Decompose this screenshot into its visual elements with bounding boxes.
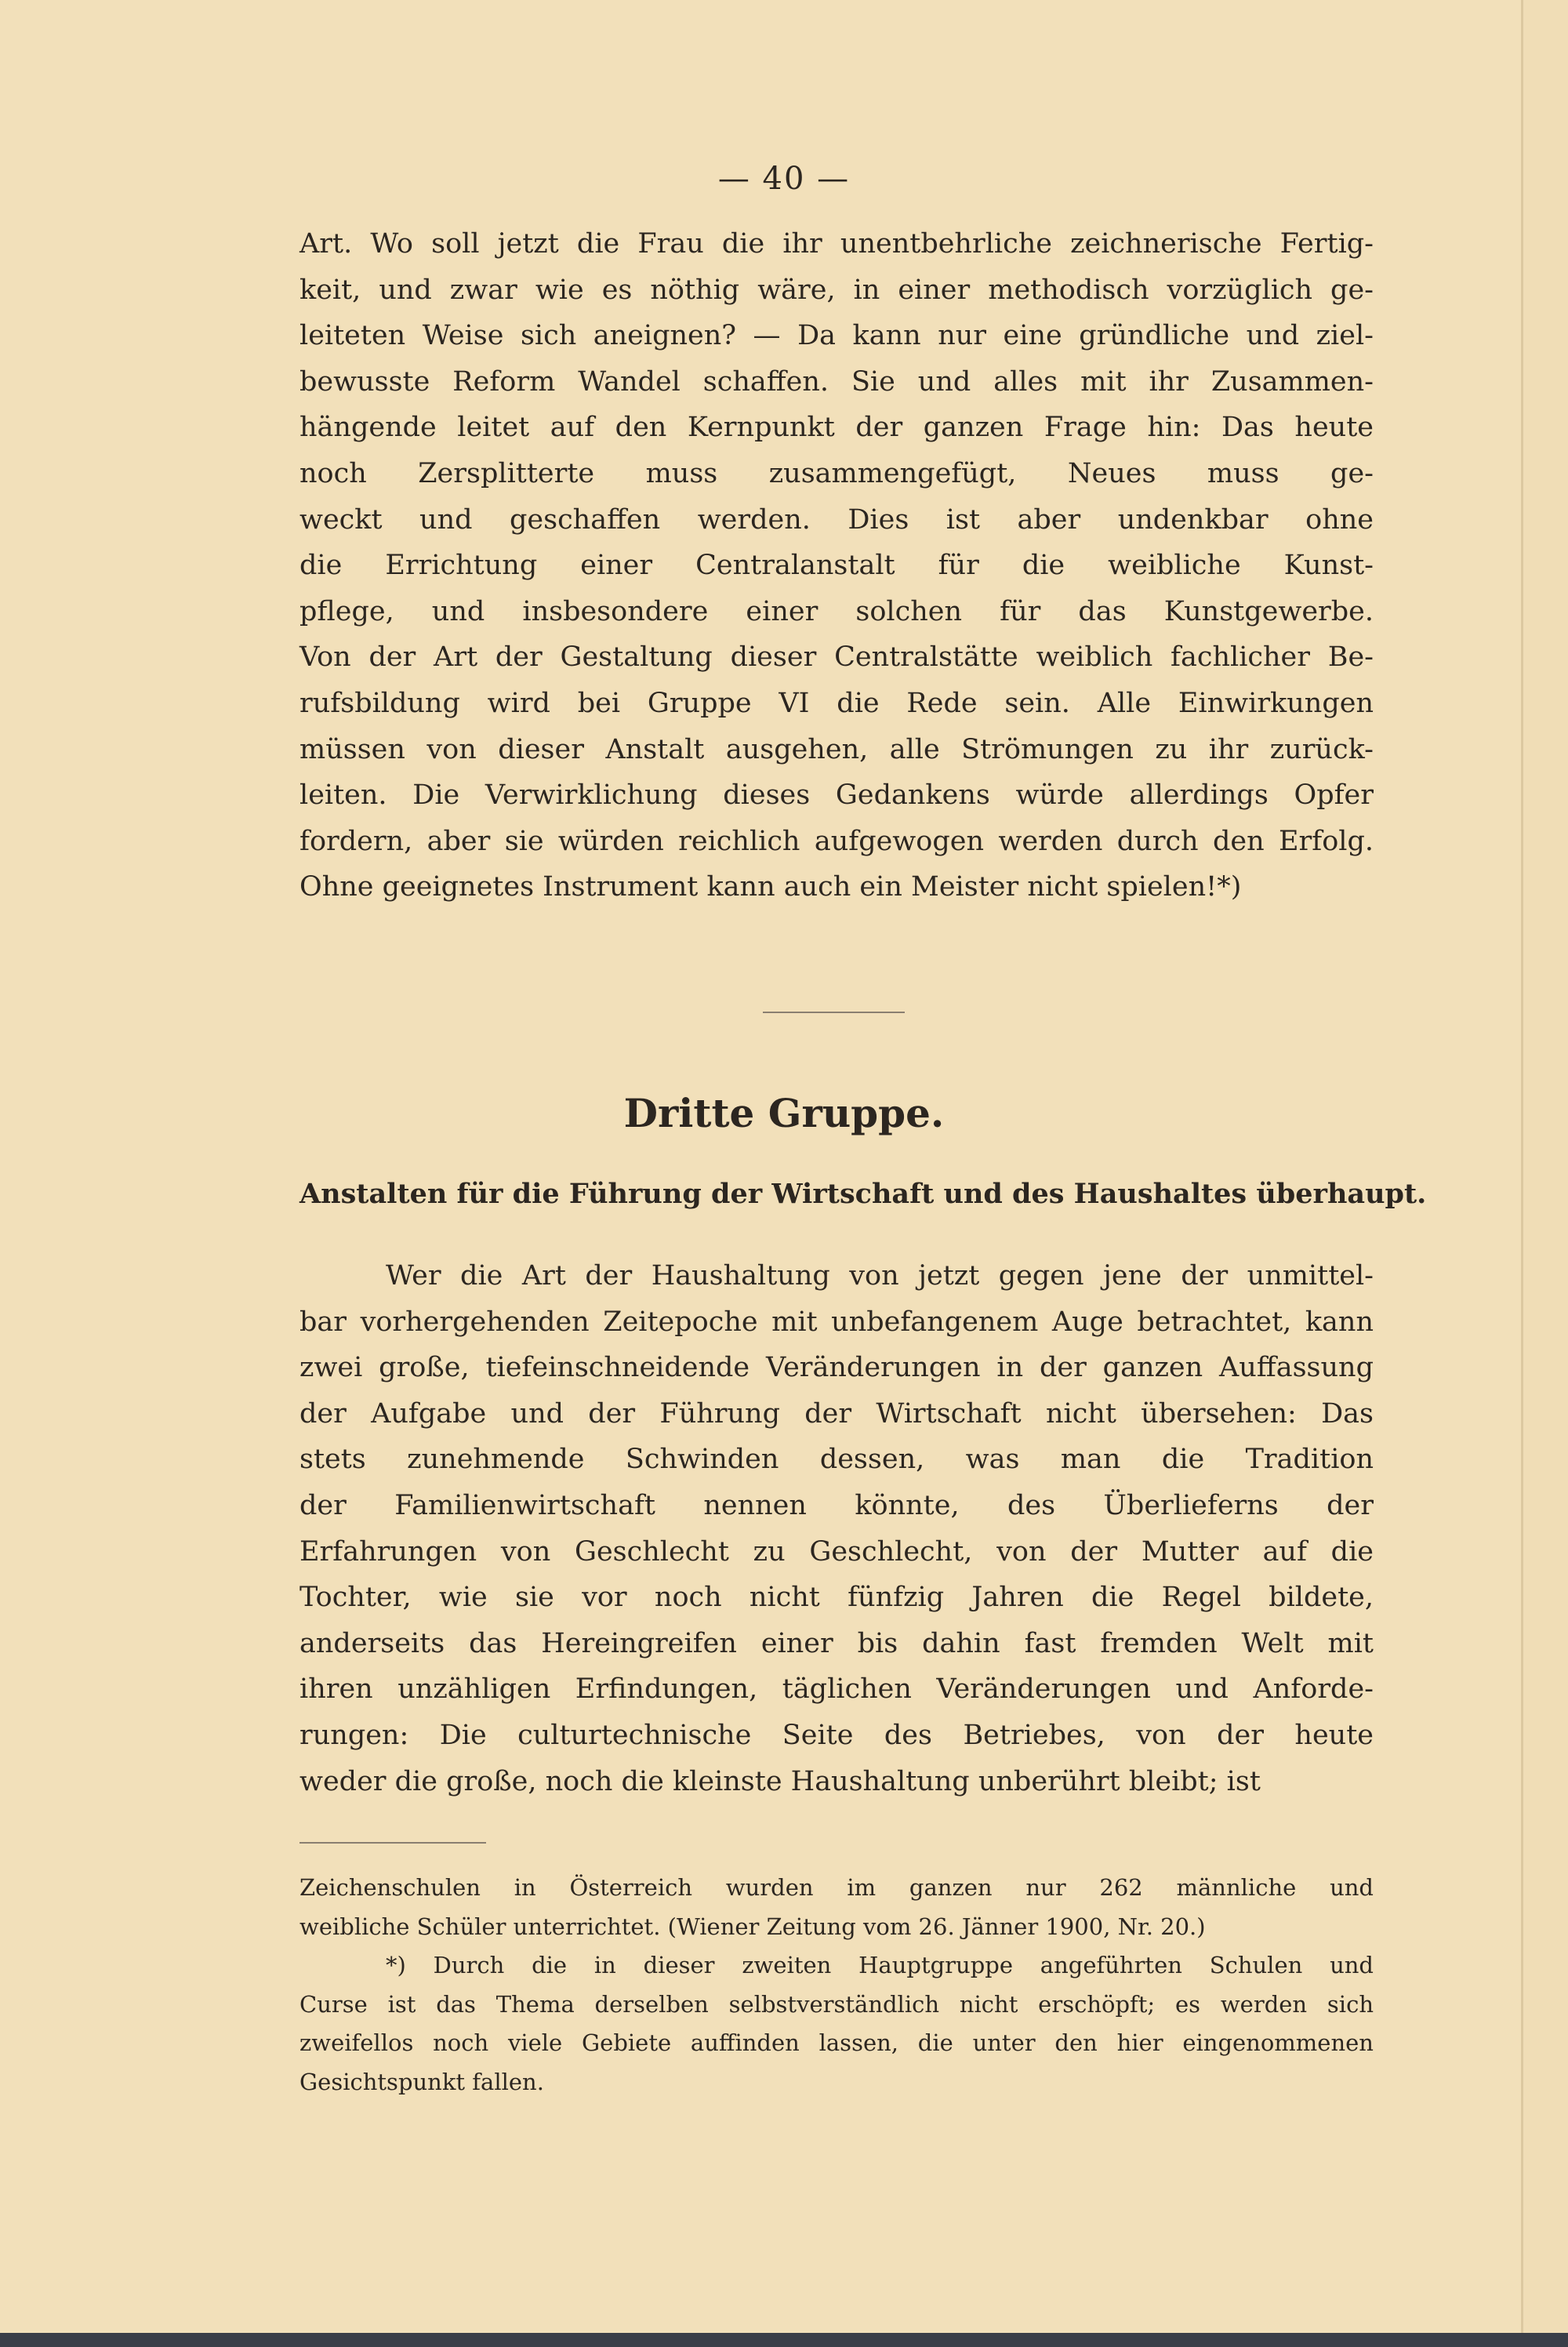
text-line: Von der Art der Gestaltung dieser Centralstätte weiblich fachlicher Be- — [299, 641, 1374, 674]
section-heading: Dritte Gruppe. — [623, 1090, 945, 1136]
text-line: leiteten Weise sich aneignen? — Da kann nur eine gründliche und ziel- — [299, 320, 1374, 352]
text-line: Zeichenschulen in Österreich wurden im ganzen nur 262 männliche und — [299, 1874, 1374, 1901]
text-line: Curse ist das Thema derselben selbstverständlich nicht erschöpft; es werden sich — [299, 1990, 1374, 2018]
text-line: keit, und zwar wie es nöthig wäre, in einer methodisch vorzüglich ge- — [299, 274, 1374, 306]
text-line: der Familienwirtschaft nennen könnte, des Überlieferns der — [299, 1490, 1374, 1521]
text-line: hängende leitet auf den Kernpunkt der ganzen Frage hin: Das heute — [299, 412, 1374, 444]
text-line: Wer die Art der Haushaltung von jetzt gegen jene der unmittel- — [386, 1260, 1374, 1292]
text-line: leiten. Die Verwirklichung dieses Gedankens würde allerdings Opfer — [299, 779, 1374, 812]
text-line: Tochter, wie sie vor noch nicht fünfzig Jahren die Regel bildete, — [299, 1582, 1374, 1614]
text-line: müssen von dieser Anstalt ausgehen, alle Strömungen zu ihr zurück- — [299, 733, 1374, 765]
text-line: fordern, aber sie würden reichlich aufgewogen werden durch den Erfolg. — [299, 825, 1374, 857]
text-line: pflege, und insbesondere einer solchen für das Kunstgewerbe. — [299, 595, 1374, 627]
section-subheading: Anstalten für die Führung der Wirtschaft und des Haushaltes überhaupt. — [299, 1178, 1427, 1210]
text-line: noch Zersplitterte muss zusammengefügt, Neues muss ge- — [299, 458, 1374, 489]
text-line: Erfahrungen von Geschlecht zu Geschlecht, von der Mutter auf die — [299, 1535, 1374, 1568]
text-line: bar vorhergehenden Zeitepoche mit unbefangenem Auge betrachtet, kann — [299, 1306, 1374, 1338]
footnote-rule — [299, 1842, 486, 1844]
text-line: weder die große, noch die kleinste Haushaltung unberührt bleibt; ist — [299, 1765, 1261, 1797]
text-line: rufsbildung wird bei Gruppe VI die Rede sein. Alle Einwirkungen — [299, 688, 1374, 719]
scan-bottom-border — [0, 2333, 1568, 2347]
text-line: rungen: Die culturtechnische Seite des Betriebes, von der heute — [299, 1720, 1374, 1751]
page-number: — 40 — — [717, 161, 851, 197]
text-line: zweifellos noch viele Gebiete auffinden lassen, die unter den hier eingenommenen — [299, 2029, 1374, 2056]
text-line: Gesichtspunkt fallen. — [299, 2068, 544, 2095]
text-line: weibliche Schüler unterrichtet. (Wiener Zeitung vom 26. Jänner 1900, Nr. 20.) — [299, 1913, 1206, 1940]
text-line: bewusste Reform Wandel schaffen. Sie und alles mit ihr Zusammen- — [299, 365, 1374, 398]
text-line: stets zunehmende Schwinden dessen, was man die Tradition — [299, 1444, 1374, 1476]
text-line: ihren unzähligen Erfindungen, täglichen Veränderungen und Anforde- — [299, 1673, 1374, 1706]
text-line: der Aufgabe und der Führung der Wirtschaft nicht übersehen: Das — [299, 1397, 1374, 1430]
section-divider — [763, 1012, 905, 1013]
text-line: die Errichtung einer Centralanstalt für die weibliche Kunst- — [299, 550, 1374, 582]
text-line: *) Durch die in dieser zweiten Hauptgruppe angeführten Schulen und — [386, 1952, 1374, 1978]
text-line: Art. Wo soll jetzt die Frau die ihr unentbehrliche zeichnerische Fertig- — [299, 228, 1374, 260]
text-line: weckt und geschaffen werden. Dies ist aber undenkbar ohne — [299, 503, 1374, 536]
page-margin — [1523, 0, 1568, 2333]
text-line: zwei große, tiefeinschneidende Veränderungen in der ganzen Auffassung — [299, 1352, 1374, 1384]
text-line: Ohne geeignetes Instrument kann auch ein Meister nicht spielen!*) — [299, 871, 1242, 903]
text-line: anderseits das Hereingreifen einer bis dahin fast fremden Welt mit — [299, 1627, 1374, 1659]
